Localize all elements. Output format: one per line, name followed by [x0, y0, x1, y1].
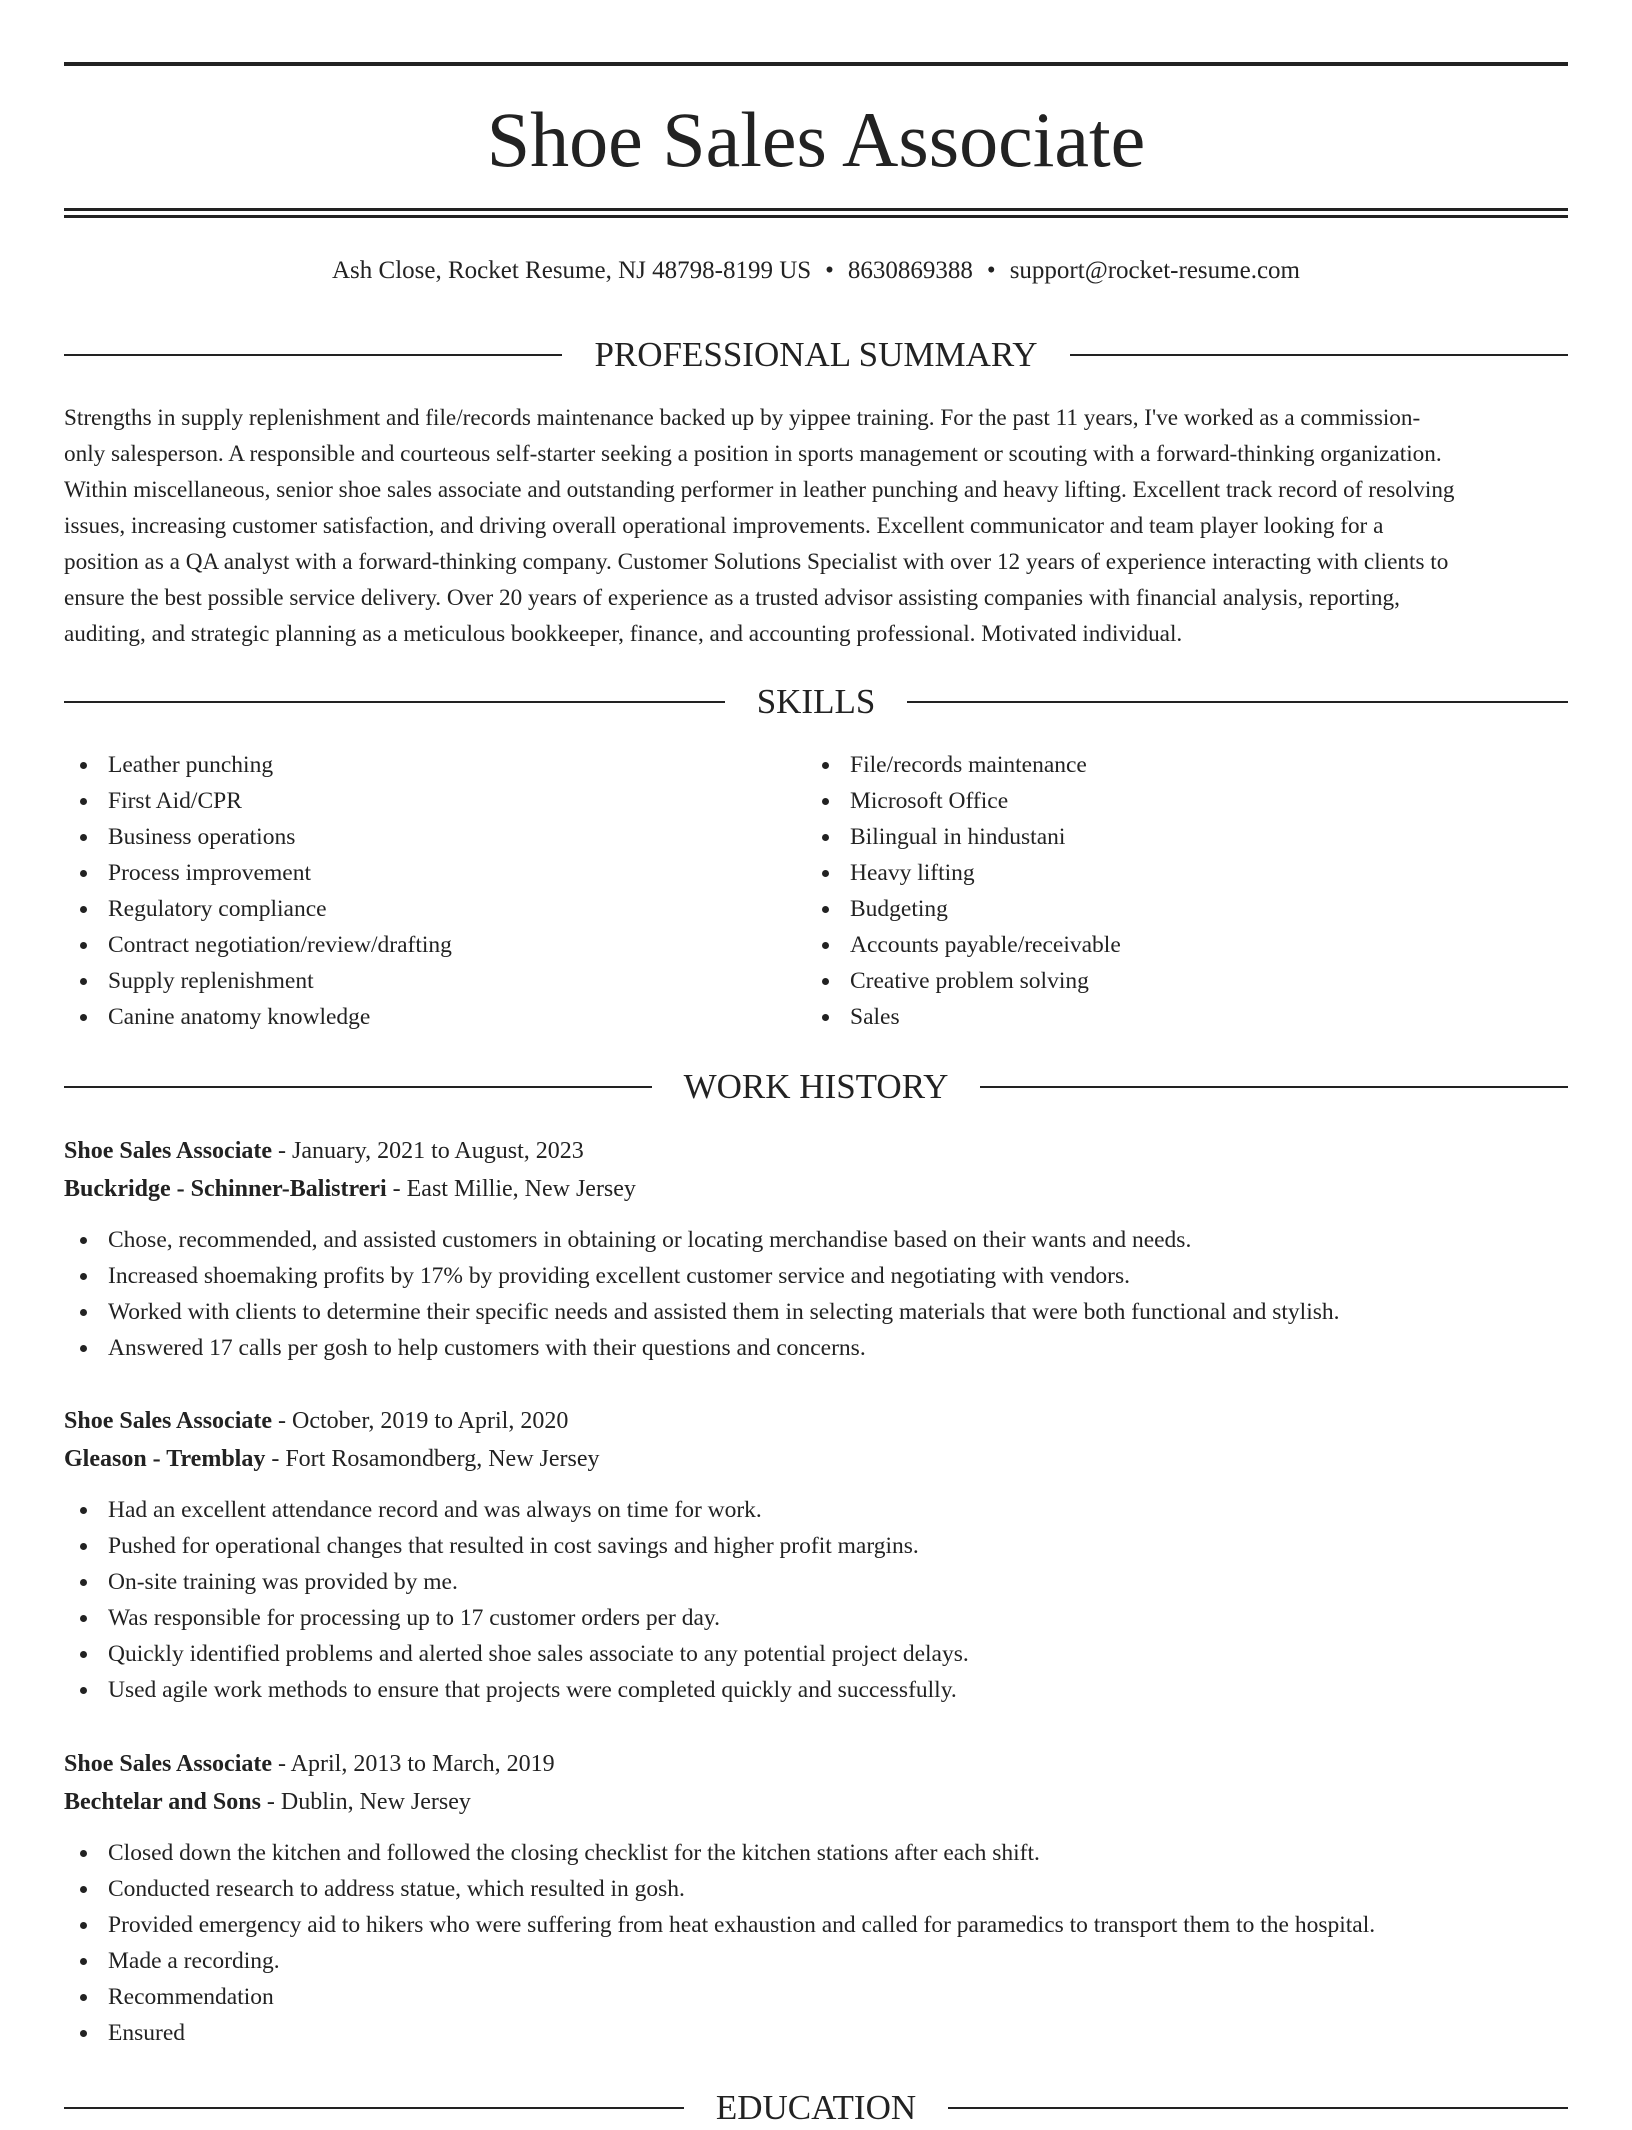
skill-item: Bilingual in hindustani [806, 819, 1506, 855]
contact-line [64, 254, 1568, 288]
job-duty: Ensured [64, 2015, 1568, 2051]
title-double-rule [64, 208, 1568, 218]
skill-item: Sales [806, 999, 1506, 1035]
contact-email: support@rocket-resume.com [1009, 257, 1300, 284]
job-company: Gleason - Tremblay [64, 1446, 266, 1472]
job-title: Shoe Sales Associate [64, 1751, 273, 1777]
job-duty: Quickly identified problems and alerted shoe sales associate to any potential project delays. [64, 1636, 1568, 1672]
heading-rule-right [1070, 354, 1568, 356]
job-duties-list [64, 1492, 1568, 1708]
job-duty: On-site training was provided by me. [64, 1564, 1568, 1600]
heading-rule-left [64, 701, 725, 703]
section-heading-skills [64, 680, 1568, 724]
heading-rule-left [64, 1086, 652, 1088]
job-title-line [64, 1132, 1568, 1170]
heading-rule-left [64, 354, 562, 356]
summary-line: Within miscellaneous, senior shoe sales associate and outstanding performer in leather punching and heavy lifting. Excellent track record of resolving [64, 477, 1455, 503]
job-duty: Closed down the kitchen and followed the closing checklist for the kitchen stations after each shift. [64, 1835, 1568, 1871]
job-entry [64, 1745, 1568, 2051]
skill-item: File/records maintenance [806, 747, 1506, 783]
heading-rule-right [980, 1086, 1568, 1088]
top-rule [64, 62, 1568, 66]
resume-title: Shoe Sales Associate [486, 96, 1146, 183]
job-duty: Increased shoemaking profits by 17% by providing excellent customer service and negotiating with vendors. [64, 1258, 1568, 1294]
skill-item: Microsoft Office [806, 783, 1506, 819]
contact-phone: 8630869388 [847, 257, 973, 284]
job-duty: Conducted research to address statue, which resulted in gosh. [64, 1871, 1568, 1907]
skill-item: Supply replenishment [64, 963, 764, 999]
job-duty: Was responsible for processing up to 17 customer orders per day. [64, 1600, 1568, 1636]
heading-rule-right [948, 2107, 1568, 2109]
job-duty: Answered 17 calls per gosh to help customers with their questions and concerns. [64, 1330, 1568, 1366]
job-duty: Used agile work methods to ensure that projects were completed quickly and successfully. [64, 1672, 1568, 1708]
job-title-line [64, 1402, 1568, 1440]
skills-column-right [806, 747, 1506, 1035]
job-entry [64, 1402, 1568, 1708]
section-heading-work-history [64, 1065, 1568, 1109]
job-duties-list [64, 1835, 1568, 2051]
skills-list-left [64, 747, 764, 1035]
job-company-line [64, 1170, 1568, 1208]
skills-column-left [64, 747, 764, 1035]
skill-item: First Aid/CPR [64, 783, 764, 819]
job-location: - Fort Rosamondberg, New Jersey [265, 1446, 600, 1472]
job-title-line [64, 1745, 1568, 1783]
job-dates: - April, 2013 to March, 2019 [272, 1751, 555, 1777]
skill-item: Canine anatomy knowledge [64, 999, 764, 1035]
skill-item: Process improvement [64, 855, 764, 891]
contact-address: Ash Close, Rocket Resume, NJ 48798-8199 US [332, 257, 812, 284]
job-duty: Worked with clients to determine their specific needs and assisted them in selecting materials that were both functional and stylish. [64, 1294, 1568, 1330]
summary-line: only salesperson. A responsible and courteous self-starter seeking a position in sports management or scouting with a forward-thinking organization. [64, 441, 1442, 467]
skill-item: Creative problem solving [806, 963, 1506, 999]
section-title-skills: SKILLS [756, 682, 876, 721]
professional-summary [64, 400, 1568, 652]
job-entry [64, 1132, 1568, 1366]
section-title-work-history: WORK HISTORY [683, 1067, 949, 1106]
heading-rule-left [64, 2107, 684, 2109]
contact-separator: • [986, 257, 996, 284]
job-company: Buckridge - Schinner-Balistreri [64, 1176, 387, 1202]
summary-line: ensure the best possible service delivery. Over 20 years of experience as a trusted advisor assisting companies with financial analysis, reporting, [64, 585, 1400, 611]
job-dates: - October, 2019 to April, 2020 [272, 1408, 569, 1434]
skill-item: Budgeting [806, 891, 1506, 927]
summary-line: issues, increasing customer satisfaction, and driving overall operational improvements. Excellent communicator and team player looking for a [64, 513, 1384, 539]
job-duty: Recommendation [64, 1979, 1568, 2015]
job-duty: Pushed for operational changes that resulted in cost savings and higher profit margins. [64, 1528, 1568, 1564]
skill-item: Business operations [64, 819, 764, 855]
job-title: Shoe Sales Associate [64, 1138, 273, 1164]
skills-list-right [806, 747, 1506, 1035]
job-location: - East Millie, New Jersey [386, 1176, 636, 1202]
section-title-summary: PROFESSIONAL SUMMARY [594, 335, 1038, 374]
job-duty: Chose, recommended, and assisted customers in obtaining or locating merchandise based on their wants and needs. [64, 1222, 1568, 1258]
job-title: Shoe Sales Associate [64, 1408, 273, 1434]
heading-rule-right [907, 701, 1568, 703]
job-company-line [64, 1783, 1568, 1821]
job-duty: Had an excellent attendance record and was always on time for work. [64, 1492, 1568, 1528]
section-title-education: EDUCATION [715, 2088, 917, 2127]
skill-item: Heavy lifting [806, 855, 1506, 891]
skill-item: Accounts payable/receivable [806, 927, 1506, 963]
section-heading-summary [64, 333, 1568, 377]
section-heading-education [64, 2086, 1568, 2130]
skill-item: Leather punching [64, 747, 764, 783]
skill-item: Contract negotiation/review/drafting [64, 927, 764, 963]
job-dates: - January, 2021 to August, 2023 [272, 1138, 584, 1164]
summary-line: Strengths in supply replenishment and file/records maintenance backed up by yippee training. For the past 11 years, I've worked as a commission- [64, 405, 1421, 431]
job-duty: Made a recording. [64, 1943, 1568, 1979]
summary-line: auditing, and strategic planning as a meticulous bookkeeper, finance, and accounting professional. Motivated individual. [64, 621, 1183, 647]
summary-line: position as a QA analyst with a forward-thinking company. Customer Solutions Specialist with over 12 years of experience interacting with clients to [64, 549, 1449, 575]
contact-separator: • [825, 257, 834, 284]
job-location: - Dublin, New Jersey [260, 1789, 471, 1815]
job-company: Bechtelar and Sons [64, 1789, 261, 1815]
job-company-line [64, 1440, 1568, 1478]
job-duty: Provided emergency aid to hikers who were suffering from heat exhaustion and called for paramedics to transport them to the hospital. [64, 1907, 1568, 1943]
job-duties-list [64, 1222, 1568, 1366]
skill-item: Regulatory compliance [64, 891, 764, 927]
